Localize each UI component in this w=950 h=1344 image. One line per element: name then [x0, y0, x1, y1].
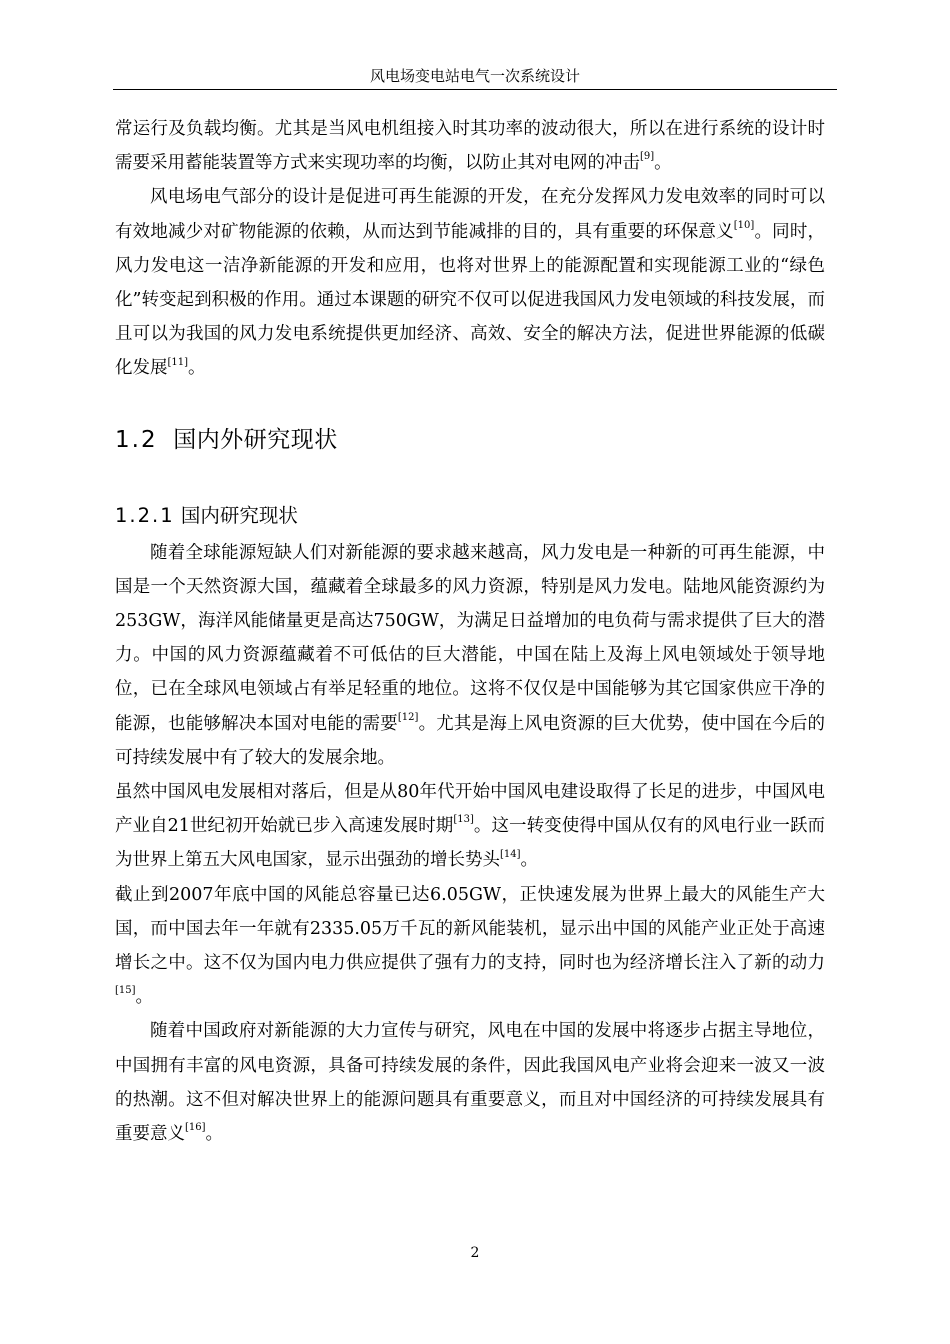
paragraph-text: 。 — [188, 358, 206, 379]
paragraph-text: 风电场电气部分的设计是促进可再生能源的开发，在充分发挥风力发电效率的同时可以有效地减少对矿物能源的依赖，从而达到节能减排的目的，具有重要的环保意义 — [115, 187, 825, 242]
section-number: 1.2 — [115, 426, 158, 453]
paragraph-text: 随着全球能源短缺人们对新能源的要求越来越高，风力发电是一种新的可再生能源，中国是一个天然资源大国，蕴藏着全球最多的风力资源，特别是风力发电。陆地风能资源约为253GW，海洋风能储量更是高达750GW，为满足日益增加的电负荷与需求提供了巨大的潜力。中国的风力资源蕴藏着不可低估的巨大潜能，中国在陆上及海上风电领域处于领导地位，已在全球风电领域占有举足轻重的地位。这将不仅仅是中国能够为其它国家供应干净的能源，也能够解决本国对电能的需要 — [115, 542, 825, 734]
paragraph-text: 虽然中国风电发展相对落后，但是从80年代开始中国风电建设取得了长足的进步，中国风电产业自21世纪初开始就已步入高速发展时期 — [115, 782, 825, 837]
subsection-number: 1.2.1 — [115, 503, 175, 527]
running-header-title: 风电场变电站电气一次系统设计 — [369, 67, 580, 85]
paragraph-text: 。 — [135, 987, 154, 1008]
paragraph-outlook — [115, 1014, 825, 1151]
citation-ref: [14] — [500, 848, 521, 860]
citation-ref: [12] — [397, 711, 419, 723]
citation-ref: [16] — [185, 1122, 206, 1134]
section-heading — [115, 424, 825, 456]
paragraph-capacity — [115, 878, 825, 1015]
header-divider — [113, 89, 837, 90]
paragraph-resources — [115, 536, 825, 775]
citation-ref: [9] — [640, 151, 655, 163]
citation-ref: [13] — [453, 814, 474, 826]
paragraph-significance — [115, 180, 825, 385]
subsection-heading — [115, 502, 825, 530]
page-content — [115, 112, 825, 1151]
paragraph-text: 。 — [520, 850, 539, 871]
citation-ref: [10] — [733, 219, 755, 231]
paragraph-continued — [115, 112, 825, 180]
paragraph-text: 。 — [205, 1124, 224, 1145]
page-number: 2 — [470, 1245, 480, 1261]
paragraph-development — [115, 775, 825, 878]
subsection-title: 国内研究现状 — [180, 503, 298, 527]
citation-ref: [15] — [115, 985, 136, 997]
paragraph-text: 。尤其是海上风电资源的巨大优势，使中国在今后的可持续发展中有了较大的发展余地。 — [115, 713, 825, 768]
paragraph-text: 随着中国政府对新能源的大力宣传与研究，风电在中国的发展中将逐步占据主导地位，中国拥有丰富的风电资源，具备可持续发展的条件，因此我国风电产业将会迎来一波又一波的热潮。这不但对解决世界上的能源问题具有重要意义，而且对中国经济的可持续发展具有重要意义 — [115, 1021, 825, 1145]
paragraph-text: 。 — [654, 153, 672, 174]
paragraph-text: 。同时，风力发电这一洁净新能源的开发和应用，也将对世界上的能源配置和实现能源工业的“绿色化”转变起到积极的作用。通过本课题的研究不仅可以促进我国风力发电领域的科技发展，而且可以为我国的风力发电系统提供更加经济、高效、安全的解决方法，促进世界能源的低碳化发展 — [115, 221, 826, 379]
paragraph-text: 。这一转变使得中国从仅有的风电行业一跃而为世界上第五大风电国家，显示出强劲的增长势头 — [115, 816, 825, 871]
paragraph-text: 截止到2007年底中国的风能总容量已达6.05GW，正快速发展为世界上最大的风能生产大国，而中国去年一年就有2335.05万千瓦的新风能装机，显示出中国的风能产业正处于高速增长之中。这不仅为国内电力供应提供了强有力的支持，同时也为经济增长注入了新的动力 — [115, 884, 825, 974]
paragraph-text: 常运行及负载均衡。尤其是当风电机组接入时其功率的波动很大，所以在进行系统的设计时需要采用蓄能装置等方式来实现功率的均衡，以防止其对电网的冲击 — [115, 119, 825, 174]
section-title: 国内外研究现状 — [173, 426, 338, 453]
citation-ref: [11] — [167, 356, 189, 368]
